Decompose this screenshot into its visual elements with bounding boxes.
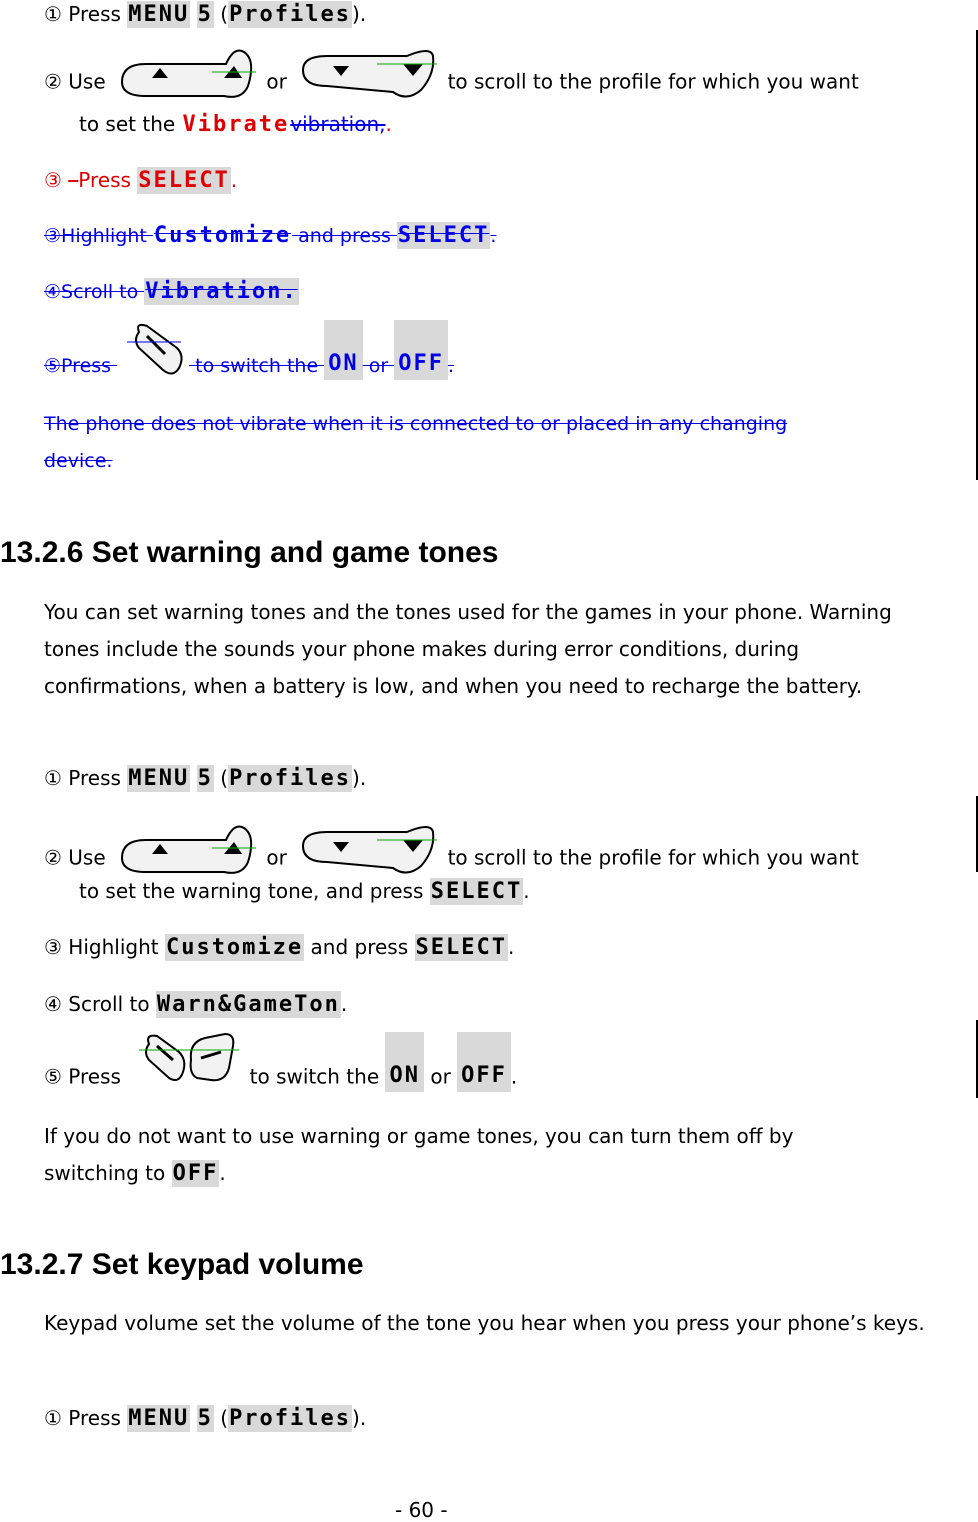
menu-key: MENU <box>128 2 190 27</box>
softkey-icon <box>127 320 189 380</box>
select-key: SELECT <box>430 879 523 904</box>
select-key: SELECT <box>138 168 230 193</box>
step-4: ④ Scroll to Warn&GameTon. <box>44 992 348 1017</box>
step-5: ⑤Press to switch the ON or OFF . <box>44 320 454 380</box>
customize-label: Customize <box>153 223 292 248</box>
step-2: ② Use or to scroll to the profile for which you want <box>44 838 859 880</box>
step-1: ① Press MENU 5 (Profiles). <box>44 766 367 791</box>
step-1: ① Press MENU 5 (Profiles). <box>44 2 367 27</box>
step-3b: ③Highlight Customize and press SELECT. <box>44 223 497 248</box>
section-heading: 13.2.7 Set keypad volume <box>0 1248 364 1281</box>
five-key: 5 <box>197 1406 213 1431</box>
vibration-label: Vibration. <box>145 279 298 304</box>
on-option: ON <box>324 320 363 380</box>
nav-down-key-icon <box>297 818 437 880</box>
customize-label: Customize <box>165 935 304 960</box>
off-option: OFF <box>394 320 448 380</box>
select-key: SELECT <box>397 223 490 248</box>
step-3: ③ Highlight Customize and press SELECT. <box>44 935 515 960</box>
nav-down-key-icon <box>297 42 437 104</box>
section-heading: 13.2.6 Set warning and game tones <box>0 536 499 569</box>
step-4: ④Scroll to Vibration. <box>44 279 298 304</box>
step-2: ② Use or to scroll to the profile for which you want <box>44 62 859 104</box>
off-option: OFF <box>457 1032 511 1092</box>
off-option: OFF <box>172 1161 219 1186</box>
step-2-line2: to set the warning tone, and press SELECT. <box>79 879 530 904</box>
nav-up-key-icon <box>116 818 256 880</box>
note-line-2: device. <box>44 450 113 472</box>
intro-paragraph: Keypad volume set the volume of the tone you hear when you press your phone’s keys. <box>44 1311 925 1335</box>
outro-line-2: switching to OFF. <box>44 1161 226 1186</box>
five-key: 5 <box>197 2 213 27</box>
note-line-1: The phone does not vibrate when it is connected to or placed in any changing <box>44 413 788 435</box>
step-1: ① Press MENU 5 (Profiles). <box>44 1406 367 1431</box>
step-5: ⑤ Press to switch the ON or OFF . <box>44 1032 517 1092</box>
menu-key: MENU <box>128 1406 190 1431</box>
on-option: ON <box>385 1032 424 1092</box>
profiles-label: Profiles <box>229 766 352 791</box>
softkeys-icon <box>139 1030 239 1092</box>
five-key: 5 <box>197 766 213 791</box>
profiles-label: Profiles <box>229 1406 352 1431</box>
step-2-line2: to set the Vibratevibration,. <box>79 112 392 137</box>
profiles-label: Profiles <box>229 2 352 27</box>
step-3: ③ –Press SELECT. <box>44 168 238 193</box>
page-number: - 60 - <box>395 1498 448 1522</box>
select-key: SELECT <box>415 935 507 960</box>
intro-paragraph: You can set warning tones and the tones used for the games in your phone. Warning tones include the sounds your phone makes during error conditions, during confirmations, when a battery is low, and when you need to recharge the battery. <box>44 600 892 698</box>
vibrate-label: Vibrate <box>182 112 290 137</box>
nav-up-key-icon <box>116 42 256 104</box>
warn-game-tone-label: Warn&GameTon <box>156 992 340 1017</box>
menu-key: MENU <box>128 766 190 791</box>
outro-line-1: If you do not want to use warning or game tones, you can turn them off by <box>44 1124 794 1148</box>
